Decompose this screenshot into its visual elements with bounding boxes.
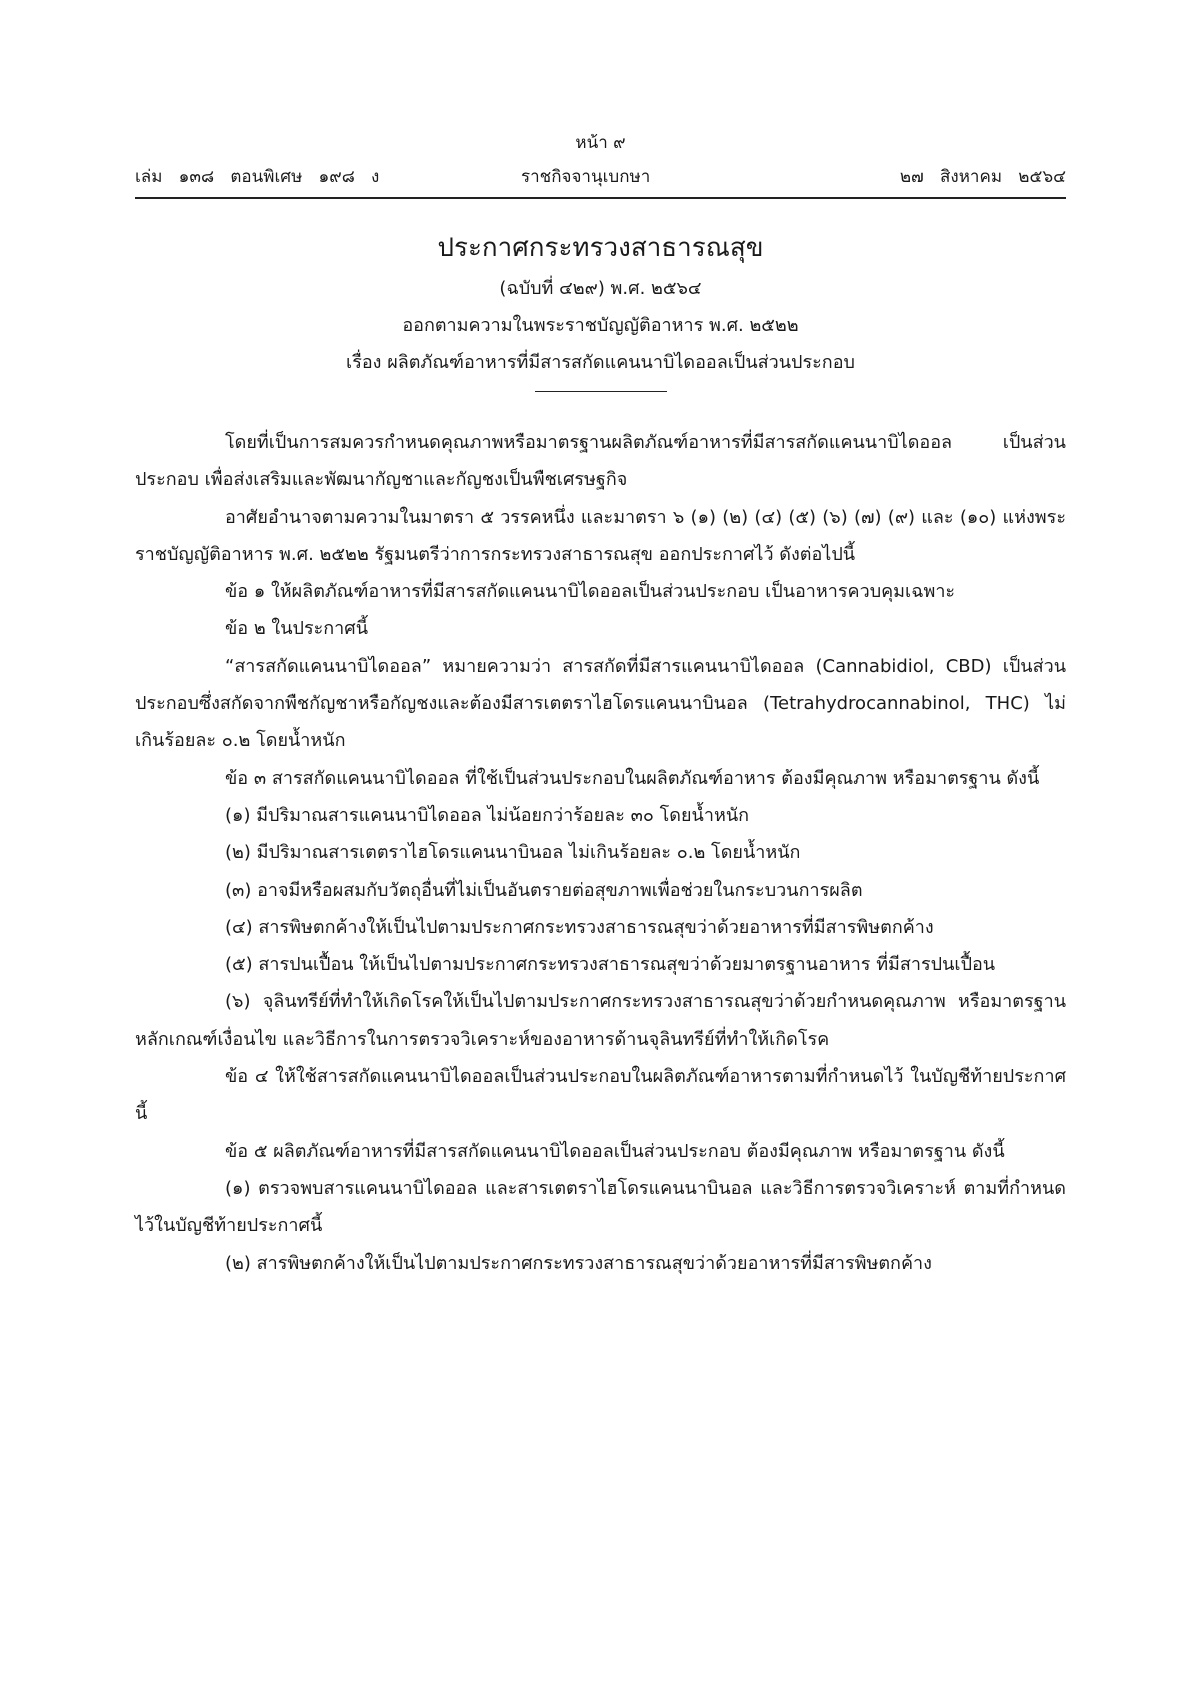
clause-5-item-2: (๒) สารพิษตกค้างให้เป็นไปตามประกาศกระทรวงสาธารณสุขว่าด้วยอาหารที่มีสารพิษตกค้าง <box>225 1252 932 1274</box>
publication-name: ราชกิจจานุเบกษา <box>521 167 651 187</box>
clause-5: ข้อ ๕ ผลิตภัณฑ์อาหารที่มีสารสกัดแคนนาบิไดออลเป็นส่วนประกอบ ต้องมีคุณภาพ หรือมาตรฐาน ดังนี้ <box>225 1140 1005 1162</box>
clause-3: ข้อ ๓ สารสกัดแคนนาบิไดออล ที่ใช้เป็นส่วนประกอบในผลิตภัณฑ์อาหาร ต้องมีคุณภาพ หรือมาตรฐาน ดังนี้ <box>225 767 1040 789</box>
announcement-issue: (ฉบับที่ ๔๒๙) พ.ศ. ๒๕๖๔ <box>499 278 702 299</box>
clause-3-item-3: (๓) อาจมีหรือผสมกับวัตถุอื่นที่ไม่เป็นอันตรายต่อสุขภาพเพื่อช่วยในกระบวนการผลิต <box>225 879 863 901</box>
gazette-header-row <box>135 160 1066 194</box>
publication-date: ๒๗ สิงหาคม ๒๕๖๔ <box>899 167 1066 187</box>
title-divider <box>535 391 667 392</box>
preamble-paragraph: โดยที่เป็นการสมควรกำหนดคุณภาพหรือมาตรฐานผลิตภัณฑ์อาหารที่มีสารสกัดแคนนาบิไดออล เป็นส่วนประกอบ เพื่อส่งเสริมและพัฒนากัญชาและกัญชงเป็นพืชเศรษฐกิจ <box>135 432 1066 491</box>
definition-paragraph: “สารสกัดแคนนาบิไดออล” หมายความว่า สารสกัดที่มีสารแคนนาบิไดออล (Cannabidiol, CBD) เป็นส่วนประกอบซึ่งสกัดจากพืชกัญชาหรือกัญชงและต้องมีสารเตตราไฮโดรแคนนาบินอล (Tetrahydrocannabinol, THC) ไม่เกินร้อยละ ๐.๒ โดยน้ำหนัก <box>135 655 1066 752</box>
clause-3-item-2: (๒) มีปริมาณสารเตตราไฮโดรแคนนาบินอล ไม่เกินร้อยละ ๐.๒ โดยน้ำหนัก <box>225 842 801 864</box>
clause-4: ข้อ ๔ ให้ใช้สารสกัดแคนนาบิไดออลเป็นส่วนประกอบในผลิตภัณฑ์อาหารตามที่กำหนดไว้ ในบัญชีท้ายประกาศนี้ <box>135 1066 1066 1125</box>
title-block <box>135 226 1066 392</box>
clause-3-item-4: (๔) สารพิษตกค้างให้เป็นไปตามประกาศกระทรวงสาธารณสุขว่าด้วยอาหารที่มีสารพิษตกค้าง <box>225 916 934 938</box>
clause-1: ข้อ ๑ ให้ผลิตภัณฑ์อาหารที่มีสารสกัดแคนนาบิไดออลเป็นส่วนประกอบ เป็นอาหารควบคุมเฉพาะ <box>225 581 956 603</box>
announcement-body <box>135 424 1066 1282</box>
clause-3-item-1: (๑) มีปริมาณสารแคนนาบิไดออล ไม่น้อยกว่าร้อยละ ๓๐ โดยน้ำหนัก <box>225 804 750 826</box>
volume-issue: เล่ม ๑๓๘ ตอนพิเศษ ๑๙๘ ง <box>135 167 380 187</box>
authority-paragraph: อาศัยอำนาจตามความในมาตรา ๕ วรรคหนึ่ง และมาตรา ๖ (๑) (๒) (๔) (๕) (๖) (๗) (๙) และ (๑๐) แห่งพระราชบัญญัติอาหาร พ.ศ. ๒๕๒๒ รัฐมนตรีว่าการกระทรวงสาธารณสุข ออกประกาศไว้ ดังต่อไปนี้ <box>135 506 1067 565</box>
header-divider <box>135 197 1066 199</box>
announcement-authority: ออกตามความในพระราชบัญญัติอาหาร พ.ศ. ๒๕๒๒ <box>402 315 799 336</box>
clause-3-item-5: (๕) สารปนเปื้อน ให้เป็นไปตามประกาศกระทรวงสาธารณสุขว่าด้วยมาตรฐานอาหาร ที่มีสารปนเปื้อน <box>225 954 996 976</box>
clause-2: ข้อ ๒ ในประกาศนี้ <box>225 618 369 640</box>
gazette-header <box>135 126 1066 198</box>
clause-3-item-6: (๖) จุลินทรีย์ที่ทำให้เกิดโรคให้เป็นไปตามประกาศกระทรวงสาธารณสุขว่าด้วยกำหนดคุณภาพ หรือมาตรฐาน หลักเกณฑ์เงื่อนไข และวิธีการในการตรวจวิเคราะห์ของอาหารด้านจุลินทรีย์ที่ทำให้เกิดโรค <box>135 991 1066 1050</box>
announcement-subject: เรื่อง ผลิตภัณฑ์อาหารที่มีสารสกัดแคนนาบิไดออลเป็นส่วนประกอบ <box>346 352 855 373</box>
announcement-title: ประกาศกระทรวงสาธารณสุข <box>437 233 764 263</box>
page-number: หน้า ๙ <box>575 133 626 153</box>
clause-5-item-1: (๑) ตรวจพบสารแคนนาบิไดออล และสารเตตราไฮโดรแคนนาบินอล และวิธีการตรวจวิเคราะห์ ตามที่กำหนดไว้ในบัญชีท้ายประกาศนี้ <box>135 1177 1066 1237</box>
